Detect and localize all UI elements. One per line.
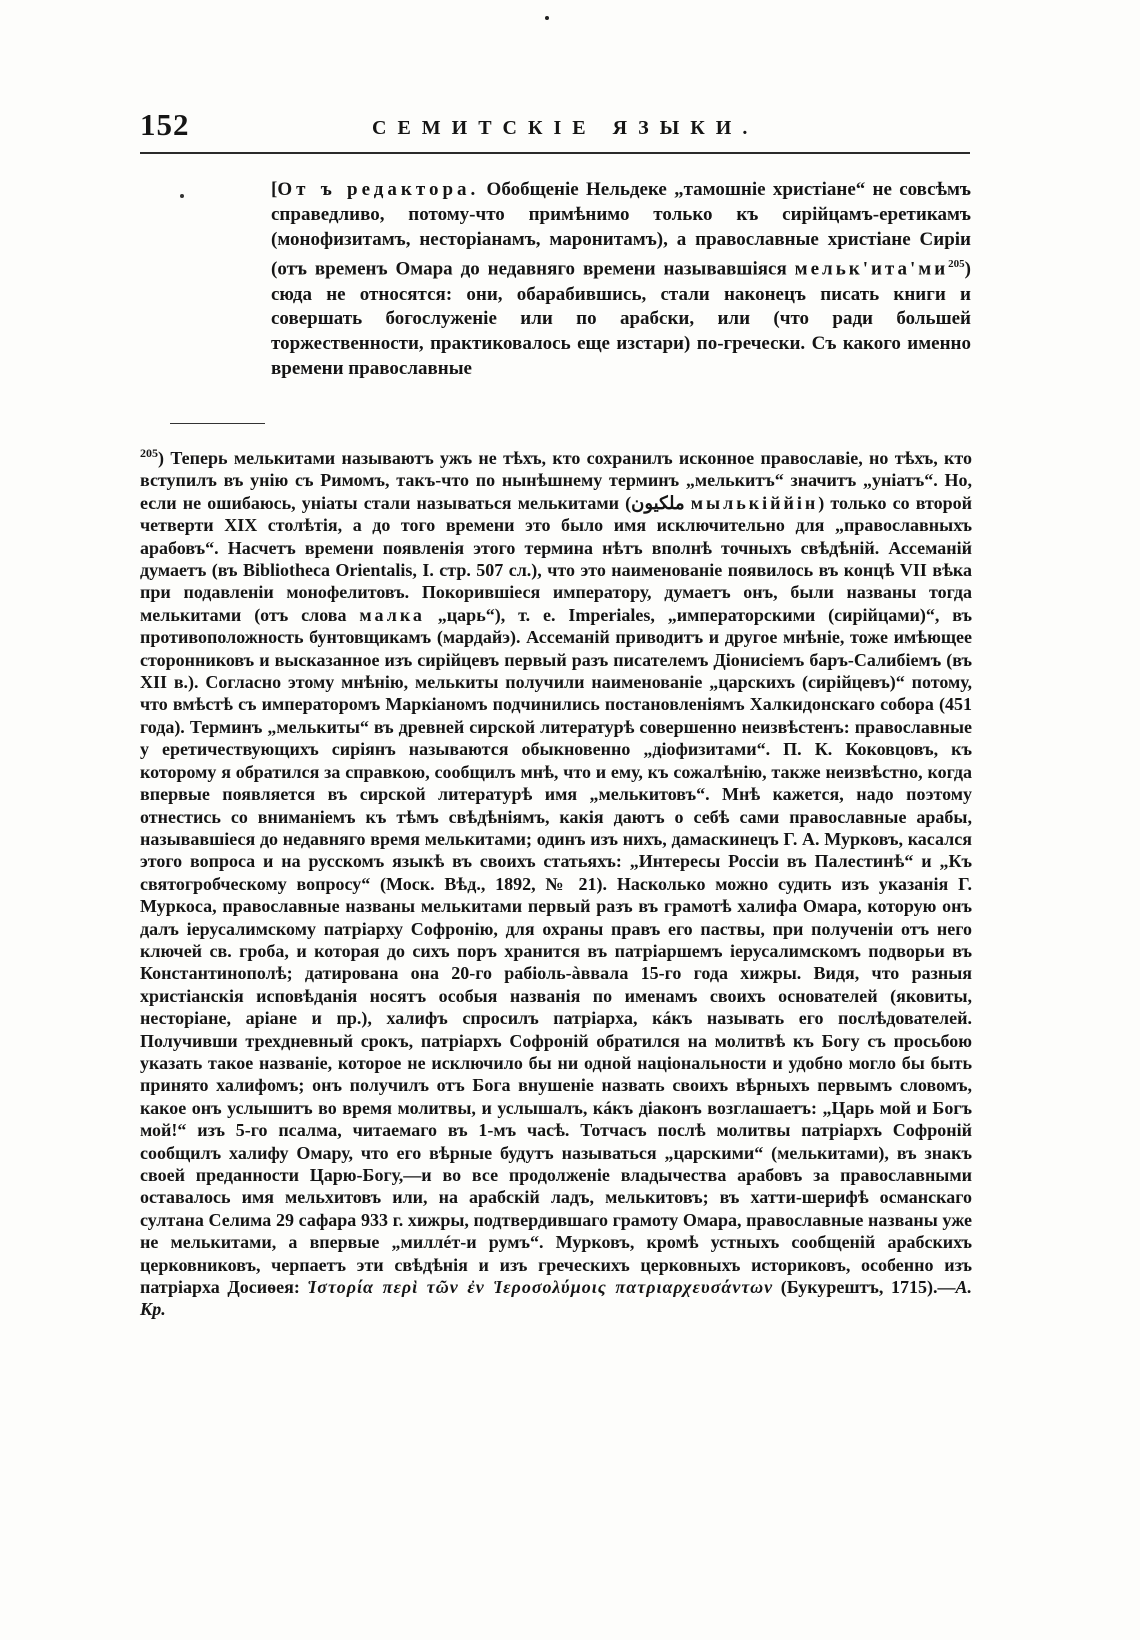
footnote-text-2: ) только со второй четверти XIX столѣтія, а до того времени это было имя исключительно для „православныхъ арабовъ“. Насчетъ времени появленія этого термина нѣтъ вполнѣ точныхъ свѣдѣній. Ассеманій думаетъ (въ Bibliotheca Orientalis, I. стр. 507 сл.), что это наименованіе появилось въ концѣ VII вѣка при подавленіи монофелитовъ. Покорившіеся императору, думаетъ онъ, были названы тогда мелькитами (отъ слова	[140, 492, 972, 625]
footnote-text-4: (Букурештъ, 1715).—	[773, 1277, 956, 1298]
melkite-term: мельк'ита'ми	[794, 258, 949, 280]
editor-note-body: Обобщеніе Нельдеке „тамошніе христіане“ не совсѣмъ справедливо, потому-что примѣнимо только къ сирійцамъ-еретикамъ (монофизитамъ, несторіанамъ, маронитамъ), а православные христіане Сиріи (отъ временъ Омара до недавняго времени называвшіяся	[271, 179, 971, 280]
editor-note: [От ъ редактора. Обобщеніе Нельдеке „тамошніе христіане“ не совсѣмъ справедливо, потому-что примѣнимо только къ сирійцамъ-еретикамъ (монофизитамъ, несторіанамъ, маронитамъ), а православные христіане Сиріи (отъ временъ Омара до недавняго времени называвшіяся мельк'ита'ми$^{205}$) сюда не относятся: они, обарабившись, стали наконецъ писать книги и совершать богослуженіе или по арабски, или (что ради большей торжественности, практиковалось еще изстари) по-гречески. Съ какого именно времени православные	[271, 179, 971, 379]
greek-title: Ἱστορία περὶ τῶν ἐν Ἱεροσολύμοις πατριαρχευσάντων	[307, 1277, 774, 1298]
footnote-text-3: „царь“), т. е. Imperiales, „императорскими (сирійцами)“, въ противоположность бунтовщикамъ (мардайэ). Ассеманій приводитъ и другое мнѣніе, тоже имѣющее сторонниковъ и высказанное изъ сирійцевъ первый разъ писателемъ Діонисіемъ баръ-Салибіемъ (въ XII в.). Согласно этому мнѣнію, мелькиты получили наименованіе „царскихъ (сирійцевъ)“ потому, что вмѣстѣ съ императоромъ Маркіаномъ подчинились постановленіямъ Халкидонскаго собора (451 года). Терминъ „мелькиты“ въ древней сирской литературѣ совершенно неизвѣстенъ: православные у еретичествующихъ сиріянъ называются обыкновенно „діофизитами“. П. К. Коковцовъ, къ которому я обратился за справкою, сообщилъ мнѣ, что и ему, къ сожалѣнію, также неизвѣстно, когда впервые появляется въ сирской литературѣ имя „мелькитовъ“. Мнѣ кажется, надо поэтому отнестись со вниманіемъ къ тѣмъ свѣдѣніямъ, какія даютъ о себѣ сами православные арабы, называвшіеся до недавняго время мелькитами; одинъ изъ нихъ, дамаскинецъ Г. А. Мурковъ, касался этого вопроса и на русскомъ языкѣ въ своихъ статьяхъ: „Интересы Россіи въ Палестинѣ“ и „Къ святогробческому вопросу“ (Моск. Вѣд., 1892, № 21). Насколько можно судить изъ указанія Г. Муркоса, православные названы мелькитами первый разъ въ грамотѣ халифа Омара, которую онъ далъ іерусалимскому патріарху Софронію, для охраны правъ его паствы, при полученіи отъ него ключей св. гроба, и которая до сихъ поръ хранится въ патріаршемъ іерусалимскомъ подворьи въ Константинополѣ; датирована она 20-го рабіоль-àввала 15-го года хижры. Видя, что разныя христіанскія исповѣданія носятъ особыя названія по именамъ своихъ основателей (яковиты, несторіане, аріане и пр.), халифъ спросилъ патріарха, кáкъ называть его послѣдователей. Получивши трехдневный срокъ, патріархъ Софроній обратился на молитвѣ къ Богу съ просьбою указать такое названіе, которое не исключило бы ни одной національности и удобно могло бы быть принято халифомъ; онъ получилъ отъ Бога внушеніе назвать своихъ вѣрныхъ первымъ словомъ, какое онъ услышитъ во время молитвы, и услышалъ, кáкъ діаконъ возглашаетъ: „Царь мой и Богъ мой!“ изъ 5-го псалма, читаемаго въ 1-мъ часѣ. Тотчасъ послѣ молитвы патріархъ Софроній сообщилъ халифу Омару, что его вѣрные будутъ называться „царскими“ (мелькитами), въ знакъ своей преданности Царю-Богу,—и во все продолженіе владычества арабовъ за православными оставалось имя мельхитовъ или, на арабскій ладъ, мелькитовъ; въ хатти-шерифѣ османскаго султана Селима 29 сафара 933 г. хижры, подтвердившаго грамоту Омара, православные названы уже не мелькитами, а впервые „миллéт-и румъ“. Мурковъ, кромѣ устныхъ сообщеній арабскихъ церковниковъ, черпаетъ эти свѣдѣнія и изъ греческихъ церковныхъ историковъ, особенно изъ патріарха Досиѳея:	[140, 604, 972, 1298]
header-rule	[140, 152, 970, 154]
editor-note-continuation: ) сюда не относятся: они, обарабившись, стали наконецъ писать книги и совершать богослуженіе или по арабски, или (что ради большей торжественности, практиковалось еще изстари) по-гречески. Съ какого именно времени православные	[271, 258, 971, 379]
footnote-separator	[170, 423, 265, 424]
footnote	[140, 447, 972, 1321]
page-header	[140, 107, 970, 151]
arabic-term: ملكيون	[631, 492, 685, 513]
footnote-reference[interactable]: 205	[948, 258, 965, 271]
footnote-marker: 205	[140, 446, 158, 460]
editor-note-label: От ъ редактора.	[277, 179, 480, 200]
running-title: СЕМИТСКІЕ ЯЗЫКИ.	[372, 117, 759, 139]
ink-dot	[545, 16, 549, 20]
margin-dot	[180, 194, 184, 198]
editor-signature: А. Кр.	[140, 1277, 973, 1320]
malka-term: малка	[359, 604, 425, 625]
footnote-text-1: ) Теперь мелькитами называютъ ужъ не тѣхъ, кто сохранилъ исконное православіе, но тѣхъ, кто вступилъ въ унію съ Римомъ, такъ-что по нынѣшнему терминъ „мелькитъ“ значитъ „уніатъ“. Но, если не ошибаюсь, уніаты стали называться мелькитами (	[140, 448, 972, 513]
page-number: 152	[140, 107, 190, 142]
transliteration: мылькіййін	[684, 492, 819, 513]
